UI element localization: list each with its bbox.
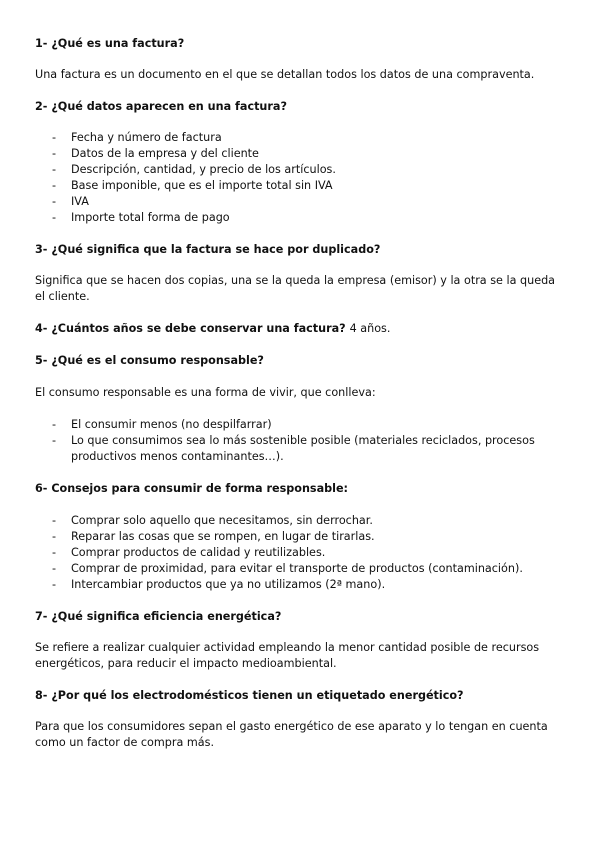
section-5-heading: 5- ¿Qué es el consumo responsable? bbox=[35, 354, 264, 367]
list-item: - Comprar de proximidad, para evitar el transporte de productos (contaminación). bbox=[35, 561, 535, 577]
section-4-question: 4- ¿Cuántos años se debe conservar una factura? bbox=[35, 322, 346, 335]
list-item: - IVA bbox=[35, 194, 535, 210]
section-5-answer: El consumo responsable es una forma de vivir, que conlleva: bbox=[35, 386, 376, 399]
section-8-answer: Para que los consumidores sepan el gasto energético de ese aparato y lo tengan en cuenta como un factor de compra más. bbox=[35, 720, 548, 749]
list-item: - Comprar solo aquello que necesitamos, sin derrochar. bbox=[35, 513, 535, 529]
section-3-heading: 3- ¿Qué significa que la factura se hace por duplicado? bbox=[35, 243, 381, 256]
section-5-list bbox=[35, 417, 535, 465]
section-2-heading: 2- ¿Qué datos aparecen en una factura? bbox=[35, 100, 287, 113]
section-7-heading: 7- ¿Qué significa eficiencia energética? bbox=[35, 610, 282, 623]
list-item: - Comprar productos de calidad y reutilizables. bbox=[35, 545, 535, 561]
section-6-list bbox=[35, 513, 535, 593]
list-item: - El consumir menos (no despilfarrar) bbox=[35, 417, 535, 433]
list-item: - Fecha y número de factura bbox=[35, 130, 535, 146]
section-6-heading: 6- Consejos para consumir de forma responsable: bbox=[35, 482, 349, 495]
section-3-answer: Significa que se hacen dos copias, una se la queda la empresa (emisor) y la otra se la queda el cliente. bbox=[35, 274, 556, 303]
list-item: - Lo que consumimos sea lo más sostenible posible (materiales reciclados, procesos productivos menos contaminantes…). bbox=[35, 433, 535, 465]
section-1-answer: Una factura es un documento en el que se detallan todos los datos de una compraventa. bbox=[35, 68, 535, 81]
list-item: - Reparar las cosas que se rompen, en lugar de tirarlas. bbox=[35, 529, 535, 545]
list-item: - Intercambiar productos que ya no utilizamos (2ª mano). bbox=[35, 577, 535, 593]
section-2-list bbox=[35, 130, 535, 226]
list-item: - Datos de la empresa y del cliente bbox=[35, 146, 535, 162]
section-8-heading: 8- ¿Por qué los electrodomésticos tienen un etiquetado energético? bbox=[35, 689, 464, 702]
list-item: - Base imponible, que es el importe total sin IVA bbox=[35, 178, 535, 194]
list-item: - Descripción, cantidad, y precio de los artículos. bbox=[35, 162, 535, 178]
section-4-answer: 4 años. bbox=[349, 322, 391, 335]
section-7-answer: Se refiere a realizar cualquier actividad empleando la menor cantidad posible de recursos energéticos, para reducir el impacto medioambiental. bbox=[35, 641, 540, 670]
section-4-heading bbox=[35, 321, 565, 337]
list-item: - Importe total forma de pago bbox=[35, 210, 535, 226]
section-1-heading: 1- ¿Qué es una factura? bbox=[35, 37, 185, 50]
